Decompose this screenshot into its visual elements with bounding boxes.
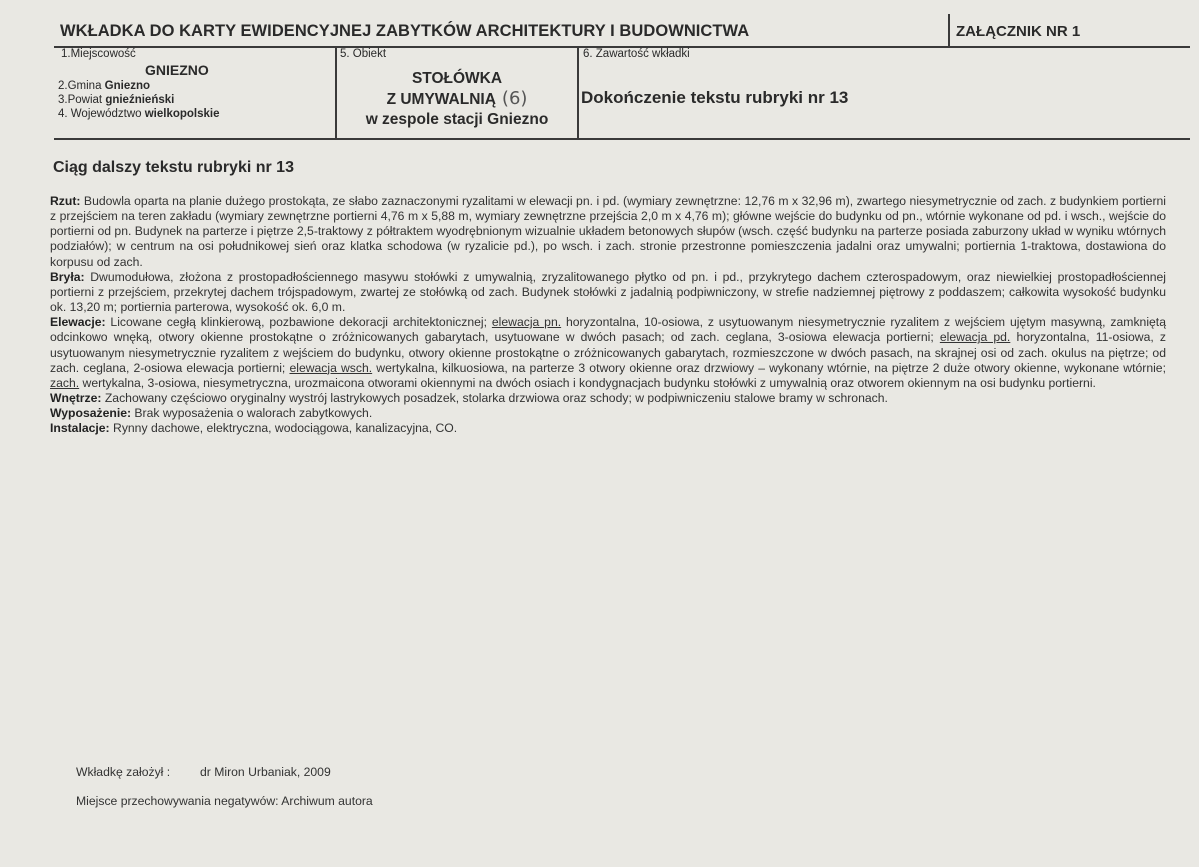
object-line-3: w zespole stacji Gniezno [365, 111, 549, 128]
voivodeship-field [58, 108, 220, 120]
author-label: Wkładkę założył : [76, 765, 171, 779]
bryla-paragraph [50, 270, 1166, 315]
document-title: WKŁADKA DO KARTY EWIDENCYJNEJ ZABYTKÓW ARCHITEKTURY I BUDOWNICTWA [60, 22, 750, 40]
instalacje-paragraph [50, 421, 1166, 436]
commune-label: 2.Gmina [58, 80, 102, 92]
content-value: Dokończenie tekstu rubryki nr 13 [581, 88, 849, 107]
object-line-2-text: Z UMYWALNIĄ [386, 91, 496, 108]
wyposazenie-paragraph [50, 406, 1166, 421]
header-divider [948, 14, 950, 48]
annex-label: ZAŁĄCZNIK NR 1 [956, 23, 1081, 40]
elewacje-text-2: horyzontalna, 10-osiowa, z usytuowanym niesymetrycznie ryzalitem z wejściem ujętym masywną, zamkniętą odcinkowo wnęką, otwory okienne prostokątne o zróżnicowanych gabarytach, usytuowane w dwóch pasach; od zach. ceglana, 3-osiowa elewacja portierni; [50, 315, 1166, 345]
elewacje-text-4: wertykalna, kilkuosiowa, na parterze 3 otwory okienne oraz drzwiowy – wykonany wtórnie, na piętrze 2 duże otwory okienne, wykonane wtórnie; [372, 360, 1166, 375]
county-field [58, 94, 174, 106]
bryla-label: Bryła: [50, 269, 85, 284]
rzut-label: Rzut: [50, 194, 81, 208]
elewacje-text-1: Licowane cegłą klinkierową, pozbawione dekoracji architektonicznej; [105, 315, 492, 330]
elewacje-label: Elewacje: [50, 315, 106, 330]
object-label: 5. Obiekt [340, 48, 387, 60]
wnetrze-label: Wnętrze: [50, 391, 102, 406]
handwritten-number: (6) [501, 88, 528, 109]
wnetrze-paragraph [50, 391, 1166, 406]
instalacje-text: Rynny dachowe, elektryczna, wodociągowa, kanalizacyjna, CO. [109, 421, 458, 436]
rzut-text: Budowla oparta na planie dużego prostokąta, ze słabo zaznaczonymi ryzalitami w elewacji pn. i pd. (wymiary zewnętrzne: 12,76 m x 32,96 m), zwartego niesymetrycznie od zach. z budynkiem portierni z przejściem na teren zakładu (wymiary zewnętrzne portierni 4,76 m x 5,88 m, wymiary zewnętrzne przejścia 2,0 m x 4,76 m); główne wejście do budynku od pn., wtórnie wykonane od pd. i wsch., wejście do portierni od pn. Budynek na parterze i piętrze 2,5-traktowy z półtraktem wyodrębnionym wizualnie układem betonowych słupów (wsch. część budynku na parterze posiada zaburzony układ w wyniku wtórnych podziałów); w centrum na osi południkowej sień oraz klatka schodowa (w ryzalicie pd.), po wsch. i zach. stronie przestronne pomieszczenia jadalni oraz umywalni; portiernia 1-traktowa, dostawiona do korpusu od zach. [50, 194, 1166, 269]
wyposazenie-text: Brak wyposażenia o walorach zabytkowych. [131, 406, 373, 421]
metadata-bottom-rule [54, 138, 1190, 140]
elewacje-text-5: wertykalna, 3-osiowa, niesymetryczna, urozmaicona otworami okiennymi na dwóch osiach i kondygnacjach budynku stołówki z umywalnią oraz otworem okiennym na osi budynku portierni. [79, 375, 1096, 390]
object-name [337, 70, 577, 129]
commune-value: Gniezno [104, 80, 151, 92]
wnetrze-text: Zachowany częściowo oryginalny wystrój lastrykowych posadzek, stolarka drzwiowa oraz schody; w podpiwniczeniu stalowe bramy w schronach. [101, 391, 888, 406]
wyposazenie-label: Wyposażenie: [50, 406, 132, 421]
section-title: Ciąg dalszy tekstu rubryki nr 13 [53, 159, 294, 176]
voivodeship-label: 4. Województwo [58, 108, 142, 120]
instalacje-label: Instalacje: [50, 421, 110, 436]
content-label: 6. Zawartość wkładki [583, 48, 690, 60]
body-text [50, 194, 1166, 437]
elewacja-pd: elewacja pd. [939, 330, 1011, 345]
negatives-location: Miejsce przechowywania negatywów: Archiwum autora [76, 794, 373, 808]
bryla-text: Dwumodułowa, złożona z prostopadłościennego masywu stołówki z umywalnią, zryzalitowanego płytko od pn. i pd., przykrytego dachem czterospadowym, oraz niewielkiej prostopadłościennej portierni z przejściem, przekrytej dachem trójspadowym, zwartej ze stołówką od zach. Budynek stołówki z jadalnią podpiwniczony, w strefie nadziemnej piętrowy z poddaszem; całkowita wysokość budynku ok. 13,20 m; portiernia parterowa, wysokość ok. 6,0 m. [50, 269, 1166, 315]
voivodeship-value: wielkopolskie [144, 108, 220, 120]
town-name: GNIEZNO [145, 62, 209, 78]
elewacja-pn: elewacja pn. [491, 315, 562, 330]
county-label: 3.Powiat [58, 94, 103, 106]
rzut-paragraph [50, 194, 1166, 270]
elewacje-text-3: horyzontalna, 11-osiowa, z usytuowanym niesymetrycznie ryzalitem z wejściem do budynku, otwory okienne prostokątne o zróżnicowanych gabarytach, rozmieszczone w dwóch pasach, na skrajnej osi od zach. okulus na piętrze; od zach. ceglana, 2-osiowa elewacja portierni; [50, 330, 1166, 375]
commune-field [58, 80, 150, 92]
elewacje-paragraph [50, 315, 1166, 391]
object-line-1: STOŁÓWKA [411, 70, 503, 87]
object-line-2 [337, 88, 577, 111]
county-value: gnieźnieński [105, 94, 175, 106]
metadata-divider-2 [577, 46, 579, 139]
elewacja-wsch: elewacja wsch. [289, 360, 373, 375]
location-label: 1.Miejscowość [61, 48, 136, 60]
elewacja-zach: zach. [50, 375, 80, 390]
author-name: dr Miron Urbaniak, 2009 [200, 765, 331, 779]
